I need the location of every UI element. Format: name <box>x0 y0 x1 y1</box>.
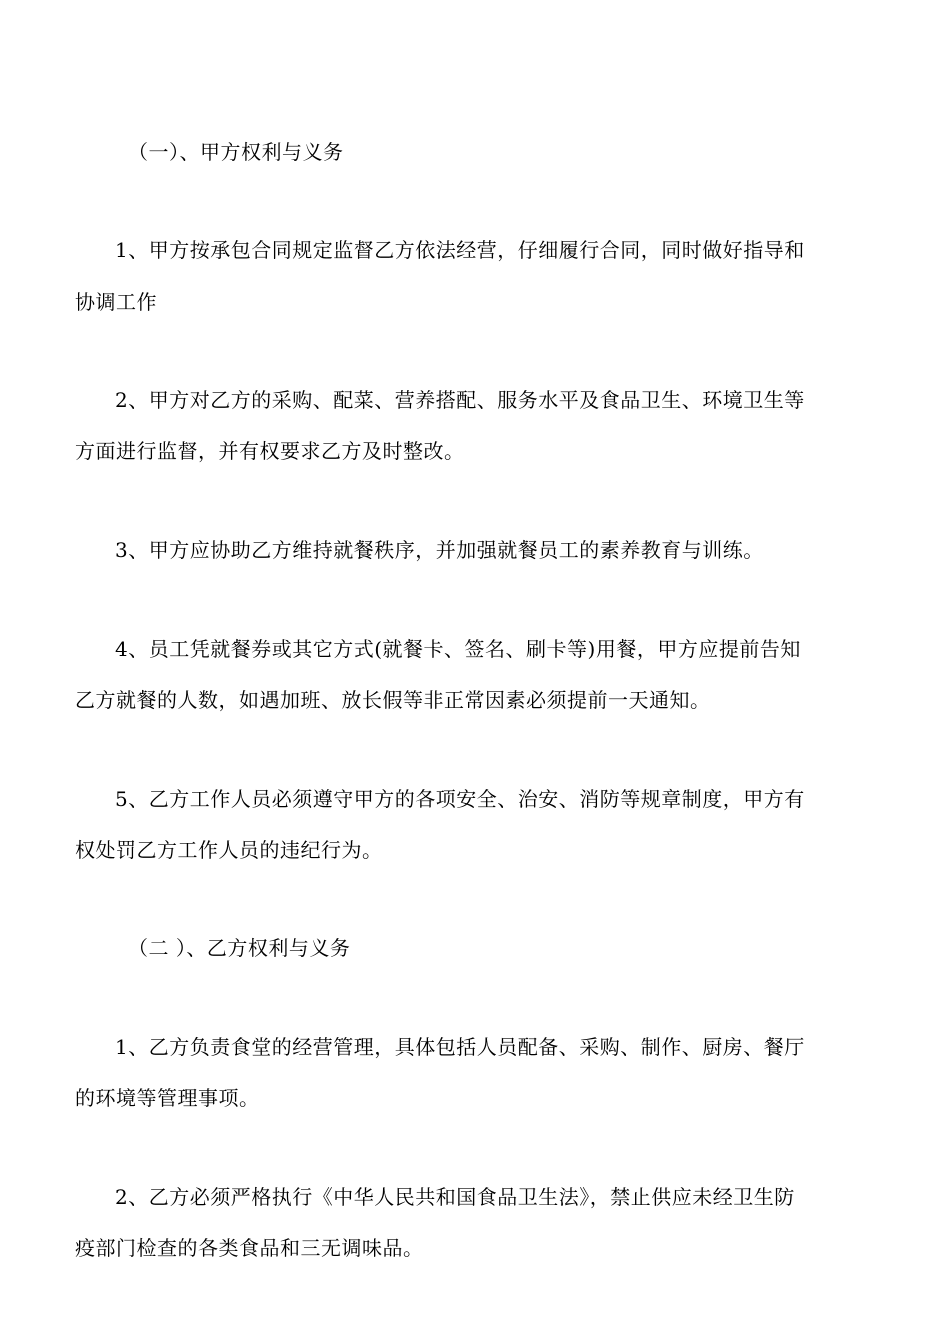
clause-a4-line1: 4、员工凭就餐券或其它方式(就餐卡、签名、刷卡等)用餐，甲方应提前告知 <box>115 637 801 661</box>
clause-a1-line2: 协调工作 <box>75 290 157 314</box>
clause-b2-line1: 2、乙方必须严格执行《中华人民共和国食品卫生法》，禁止供应未经卫生防 <box>115 1185 795 1209</box>
section-heading-party-b: （二 ）、乙方权利与义务 <box>128 936 351 960</box>
clause-a2-line1: 2、甲方对乙方的采购、配菜、营养搭配、服务水平及食品卫生、环境卫生等 <box>115 388 805 412</box>
clause-b1-line2: 的环境等管理事项。 <box>75 1086 260 1110</box>
clause-a5-line2: 权处罚乙方工作人员的违纪行为。 <box>75 838 383 862</box>
clause-a3-line1: 3、甲方应协助乙方维持就餐秩序，并加强就餐员工的素养教育与训练。 <box>115 538 764 562</box>
section-heading-party-a: （一）、甲方权利与义务 <box>128 140 344 164</box>
clause-a5-line1: 5、乙方工作人员必须遵守甲方的各项安全、治安、消防等规章制度，甲方有 <box>115 787 805 811</box>
clause-b1-line1: 1、乙方负责食堂的经营管理，具体包括人员配备、采购、制作、厨房、餐厅 <box>115 1035 805 1059</box>
clause-a4-line2: 乙方就餐的人数，如遇加班、放长假等非正常因素必须提前一天通知。 <box>75 688 711 712</box>
clause-a2-line2: 方面进行监督，并有权要求乙方及时整改。 <box>75 439 465 463</box>
clause-a1-line1: 1、甲方按承包合同规定监督乙方依法经营，仔细履行合同，同时做好指导和 <box>115 238 805 262</box>
clause-b2-line2: 疫部门检查的各类食品和三无调味品。 <box>75 1236 424 1260</box>
